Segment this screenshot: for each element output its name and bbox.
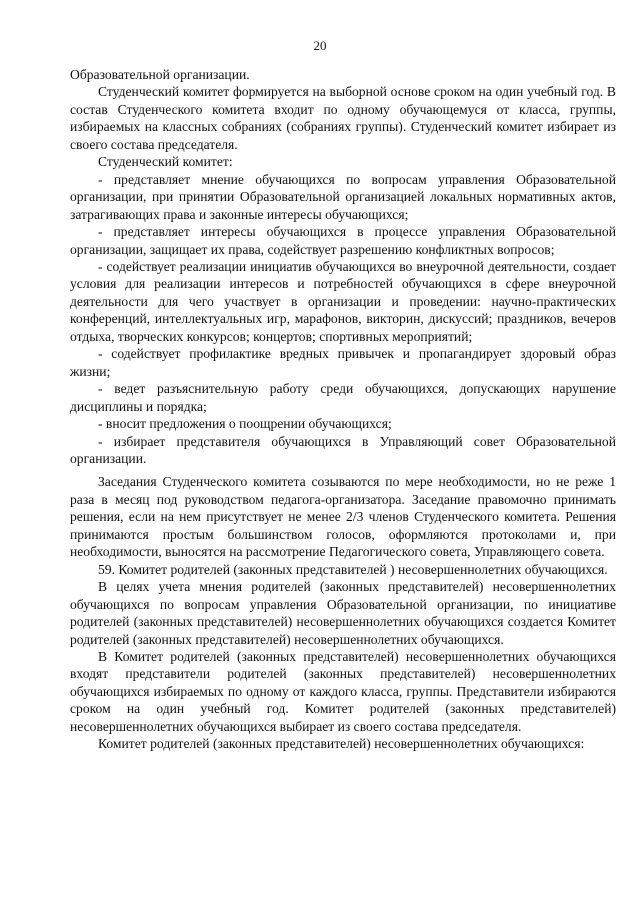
paragraph-meetings: Заседания Студенческого комитета созываются по мере необходимости, но не реже 1 раза в месяц под руководством педагога-организатора. Заседание правомочно принимать решения, если на нем присутствует не менее 2/3 членов Студенческого комитета. Решения принимаются простым большинством голосов, оформляются протоколами и, при необходимости, выносятся на рассмотрение Педагогического совета, Управляющего совета. (70, 474, 616, 560)
list-item-explanatory-work: - ведет разъяснительную работу среди обучающихся, допускающих нарушение дисциплины и порядка; (70, 381, 616, 414)
document-body (70, 66, 616, 753)
section-heading-parents-committee: 59. Комитет родителей (законных представителей ) несовершеннолетних обучающихся. (98, 561, 608, 577)
paragraph-student-committee-formation: Студенческий комитет формируется на выборной основе сроком на один учебный год. В состав Студенческого комитета входит по одному обучающемуся от класса, группы, избираемых на классных собраниях (собраниях группы). Студенческий комитет избирает из своего состава председателя. (70, 84, 616, 152)
paragraph-parents-committee-functions: Комитет родителей (законных представителей) несовершеннолетних обучающихся: (98, 736, 585, 752)
list-item-represents-opinion: - представляет мнение обучающихся по вопросам управления Образовательной организации, при принятии Образовательной организацией локальных нормативных актов, затрагивающих права и законные интересы обучающихся; (70, 171, 616, 222)
page-number: 20 (313, 38, 327, 53)
list-item-prevention: - содействует профилактике вредных привычек и пропагандирует здоровый образ жизни; (70, 346, 616, 379)
paragraph-parents-committee-composition: В Комитет родителей (законных представителей) несовершеннолетних обучающихся входят представители родителей (законных представителей) несовершеннолетних обучающихся избираемых по одному от каждого класса, группы. Представители избираются сроком на один учебный год. Комитет родителей (законных представителей) несовершеннолетних обучающихся выбирает из своего состава председателя. (70, 648, 616, 734)
paragraph-student-committee-heading: Студенческий комитет: (98, 154, 233, 170)
paragraph-continuation: Образовательной организации. (70, 67, 250, 82)
list-item-supports-initiatives: - содействует реализации инициатив обучающихся во внеурочной деятельности, создает условия для реализации интересов и потребностей обучающихся в сфере внеурочной деятельности для чего участвует в организации и проведении: научно-практических конференций, интеллектуальных игр, марафонов, викторин, дискуссий; праздников, вечеров отдыха, творческих конкурсов; концертов; спортивных мероприятий; (70, 258, 616, 344)
list-item-encouragement: - вносит предложения о поощрении обучающихся; (98, 416, 392, 432)
list-item-elects-representative: - избирает представителя обучающихся в Управляющий совет Образовательной организации. (70, 433, 616, 466)
paragraph-parents-committee-purpose: В целях учета мнения родителей (законных представителей) несовершеннолетних обучающихся по вопросам управления Образовательной организации, по инициативе родителей (законных представителей) несовершеннолетних обучающихся создается Комитет родителей (законных представителей) несовершеннолетних обучающихся. (70, 579, 616, 647)
list-item-represents-interests: - представляет интересы обучающихся в процессе управления Образовательной организации, защищает их права, содействует разрешению конфликтных вопросов; (70, 224, 616, 257)
